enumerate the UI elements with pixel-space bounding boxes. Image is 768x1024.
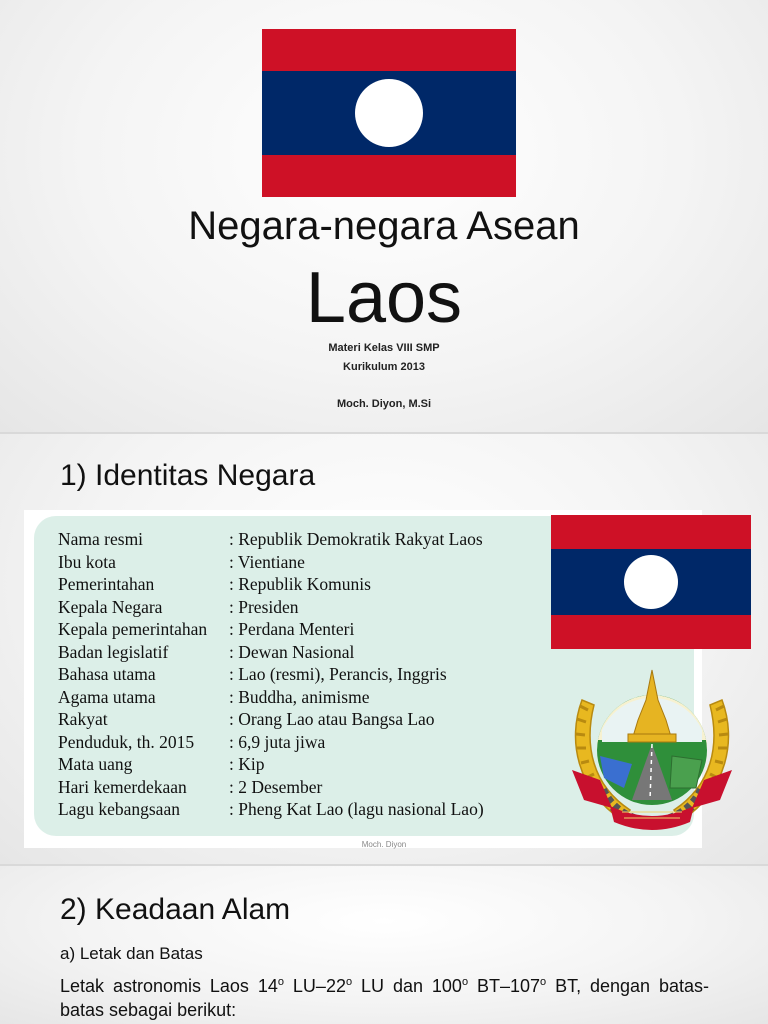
- identity-row: [58, 753, 265, 775]
- flag-white-disc: [624, 555, 678, 609]
- row-key: Kepala pemerintahan: [58, 619, 208, 639]
- row-key: Mata uang: [58, 754, 133, 774]
- degree-mark: o: [277, 976, 284, 988]
- laos-flag: [262, 29, 516, 197]
- row-value: : 2 Desember: [229, 776, 323, 797]
- course-level: Materi Kelas VIII SMP: [328, 342, 440, 354]
- author: Moch. Diyon, M.Si: [336, 398, 432, 410]
- row-value: : Lao (resmi), Perancis, Inggris: [229, 664, 447, 684]
- slide-subtitle: Negara-negara Asean: [188, 204, 580, 248]
- para-text: LU dan 100: [352, 976, 462, 996]
- curriculum: Kurikulum 2013: [343, 361, 425, 373]
- para-text: Letak astronomis Laos 14: [60, 976, 278, 996]
- para-text: BT–107: [468, 976, 541, 996]
- flag-blue-stripe: [262, 71, 516, 155]
- title-slide: [0, 0, 768, 432]
- slide-title: Laos: [305, 258, 463, 338]
- row-value: : Republik Komunis: [229, 574, 371, 594]
- row-value: : Orang Lao atau Bangsa Lao: [229, 709, 435, 729]
- row-key: Rakyat: [58, 709, 108, 729]
- nature-slide: [0, 866, 768, 1024]
- identity-row: [58, 573, 371, 595]
- section-heading: 2) Keadaan Alam: [60, 893, 291, 926]
- row-key: Hari kemerdekaan: [58, 776, 187, 797]
- flag-red-stripe-top: [262, 29, 516, 71]
- flag-white-disc: [355, 79, 423, 147]
- row-value: : Vientiane: [229, 551, 305, 572]
- location-paragraph: [60, 974, 709, 1022]
- row-key: Agama utama: [58, 686, 156, 707]
- para-text: LU–22: [284, 976, 346, 996]
- row-key: Badan legislatif: [58, 641, 169, 662]
- row-value: : Kip: [229, 754, 265, 774]
- identity-row: [58, 776, 322, 798]
- row-value: : Perdana Menteri: [229, 619, 355, 639]
- identity-row: [58, 708, 435, 730]
- row-key: Ibu kota: [58, 551, 116, 572]
- row-key: Lagu kebangsaan: [58, 799, 180, 819]
- identity-row: [58, 641, 354, 663]
- identity-row: [58, 663, 447, 685]
- flag-blue-stripe: [551, 549, 751, 615]
- row-key: Pemerintahan: [58, 574, 155, 594]
- row-key: Bahasa utama: [58, 664, 156, 684]
- flag-red-stripe-bottom: [551, 615, 751, 649]
- row-key: Penduduk, th. 2015: [58, 731, 195, 752]
- row-value: : Pheng Kat Lao (lagu nasional Lao): [229, 799, 484, 819]
- identity-row: [58, 596, 299, 618]
- row-value: : 6,9 juta jiwa: [229, 731, 326, 752]
- identity-slide: [0, 434, 768, 864]
- flag-red-stripe-bottom: [262, 155, 516, 197]
- degree-mark: o: [345, 976, 353, 988]
- flag-red-stripe-top: [551, 515, 751, 549]
- para-text: BT, dengan batas-batas sebagai berikut:: [60, 976, 710, 1020]
- degree-mark: o: [540, 976, 547, 988]
- row-value: : Buddha, animisme: [229, 686, 370, 707]
- watermark: Moch. Diyon: [361, 840, 407, 849]
- row-value: : Dewan Nasional: [229, 641, 355, 662]
- row-value: : Republik Demokratik Rakyat Laos: [229, 529, 483, 549]
- identity-row: [58, 731, 325, 753]
- laos-emblem-icon: [562, 660, 742, 830]
- section-heading: 1) Identitas Negara: [60, 459, 316, 492]
- laos-flag-small: [551, 515, 751, 649]
- subsection-heading: a) Letak dan Batas: [60, 944, 203, 963]
- row-key: Nama resmi: [58, 529, 144, 549]
- identity-row: [58, 798, 484, 820]
- identity-row: [58, 686, 369, 708]
- row-value: : Presiden: [229, 596, 299, 617]
- identity-row: [58, 528, 483, 550]
- degree-mark: o: [461, 976, 469, 988]
- row-key: Kepala Negara: [58, 596, 163, 617]
- identity-row: [58, 551, 305, 573]
- identity-row: [58, 618, 354, 640]
